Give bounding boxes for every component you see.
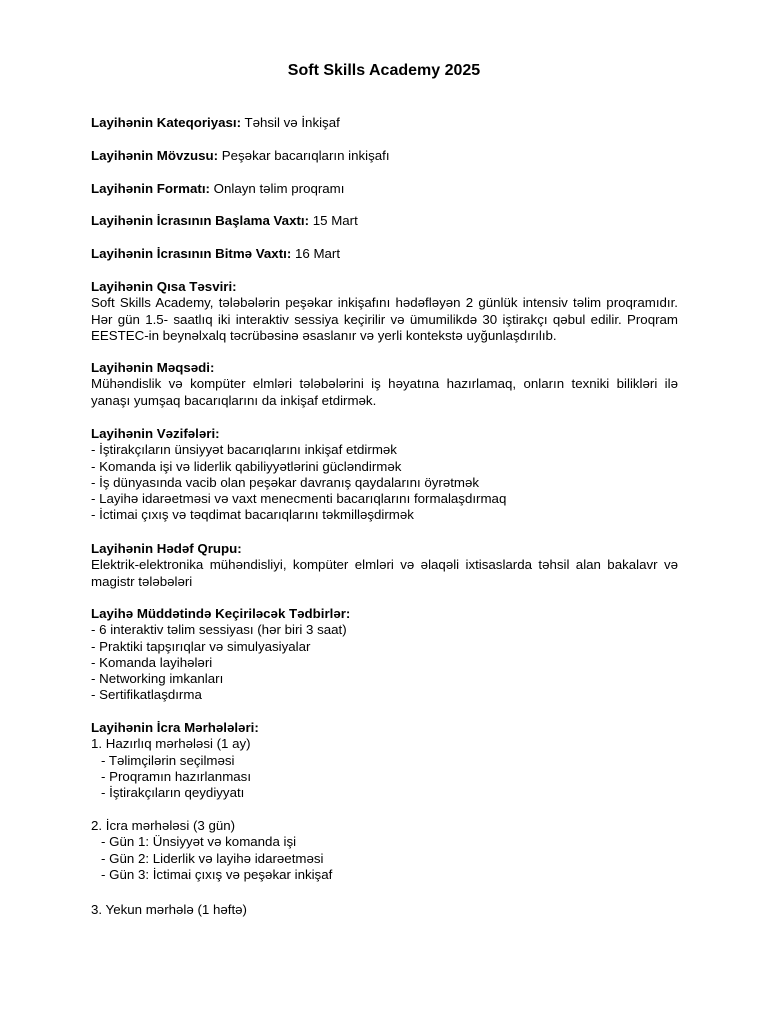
list-item: - Gün 3: İctimai çıxış və peşəkar inkişaf [101, 866, 333, 882]
field-label: Layihənin İcrasının Bitmə Vaxtı: [91, 246, 292, 261]
section-goal [91, 360, 678, 409]
list-item: - Proqramın hazırlanması [101, 768, 252, 784]
field-category [91, 115, 678, 131]
list-item: - İctimai çıxış və təqdimat bacarıqlarını təkmilləşdirmək [91, 507, 414, 523]
section-heading: Layihənin Qısa Təsviri: [91, 279, 237, 294]
field-value: Onlayn təlim proqramı [209, 181, 345, 196]
section-text: Soft Skills Academy, tələbələrin peşəkar inkişafını hədəfləyən 2 günlük intensiv təlim proqramıdır. Hər gün 1.5- saatlıq iki interaktiv sessiya keçirilir və ümumilikdə 30 iştirakçı qəbul edilir. Proqram EESTEC-in beynəlxalq təcrübəsinə əsaslanır və yerli kontekstə uyğunlaşdırılıb. [91, 295, 678, 343]
section-heading: Layihə Müddətində Keçiriləcək Tədbirlər: [91, 606, 351, 621]
list-item: - Gün 1: Ünsiyyət və komanda işi [101, 834, 297, 850]
section-text: Elektrik-elektronika mühəndisliyi, kompüter elmləri və əlaqəli ixtisaslarda təhsil alan bakalavr və magistr tələbələri [91, 557, 678, 589]
section-stage-2 [91, 818, 678, 883]
list-item: - İş dünyasında vacib olan peşəkar davranış qaydalarını öyrətmək [91, 474, 480, 490]
list-item: - 6 interaktiv təlim sessiyası (hər biri 3 saat) [91, 622, 347, 638]
section-stages [91, 720, 678, 801]
field-value: Təhsil və İnkişaf [241, 115, 340, 130]
field-end-date [91, 246, 678, 262]
field-label: Layihənin Formatı: [91, 181, 210, 196]
field-label: Layihənin İcrasının Başlama Vaxtı: [91, 213, 310, 228]
field-start-date [91, 213, 678, 229]
section-heading: Layihənin Vəzifələri: [91, 426, 220, 441]
section-heading: Layihənin Hədəf Qrupu: [91, 541, 242, 556]
list-item: - Gün 2: Liderlik və layihə idarəetməsi [101, 850, 324, 866]
list-item: - Təlimçilərin seçilməsi [101, 752, 235, 768]
stage-title: 1. Hazırlıq mərhələsi (1 ay) [91, 736, 251, 752]
list-item: - Networking imkanları [91, 671, 224, 687]
page-title: Soft Skills Academy 2025 [287, 62, 481, 79]
field-label: Layihənin Kateqoriyası: [91, 115, 241, 130]
list-item: - İştirakçıların ünsiyyət bacarıqlarını inkişaf etdirmək [91, 442, 397, 458]
section-heading: Layihənin İcra Mərhələləri: [91, 720, 259, 735]
section-target-group [91, 541, 678, 590]
list-item: - Komanda layihələri [91, 654, 213, 670]
section-stage-3 [91, 902, 678, 918]
section-text: Mühəndislik və kompüter elmləri tələbələrini iş həyatına hazırlamaq, onların texniki bilikləri ilə yanaşı yumşaq bacarıqlarını da inkişaf etdirmək. [91, 376, 678, 408]
list-item: - Komanda işi və liderlik qabiliyyətlərini gücləndirmək [91, 458, 402, 474]
stage-title: 2. İcra mərhələsi (3 gün) [91, 818, 236, 833]
section-tasks [91, 426, 678, 524]
list-item: - Praktiki tapşırıqlar və simulyasiyalar [91, 638, 311, 654]
stage-title: 3. Yekun mərhələ (1 həftə) [91, 902, 247, 917]
field-topic [91, 148, 678, 164]
list-item: - Layihə idarəetməsi və vaxt menecmenti bacarıqlarını formalaşdırmaq [91, 491, 507, 507]
field-label: Layihənin Mövzusu: [91, 148, 219, 163]
field-value: Peşəkar bacarıqların inkişafı [218, 148, 390, 163]
section-heading: Layihənin Məqsədi: [91, 360, 215, 375]
list-item: - İştirakçıların qeydiyyatı [101, 785, 245, 801]
field-format [91, 181, 678, 197]
section-events [91, 606, 678, 704]
field-value: 15 Mart [309, 213, 358, 228]
section-short-description [91, 279, 678, 344]
field-value: 16 Mart [291, 246, 341, 261]
list-item: - Sertifikatlaşdırma [91, 687, 202, 703]
